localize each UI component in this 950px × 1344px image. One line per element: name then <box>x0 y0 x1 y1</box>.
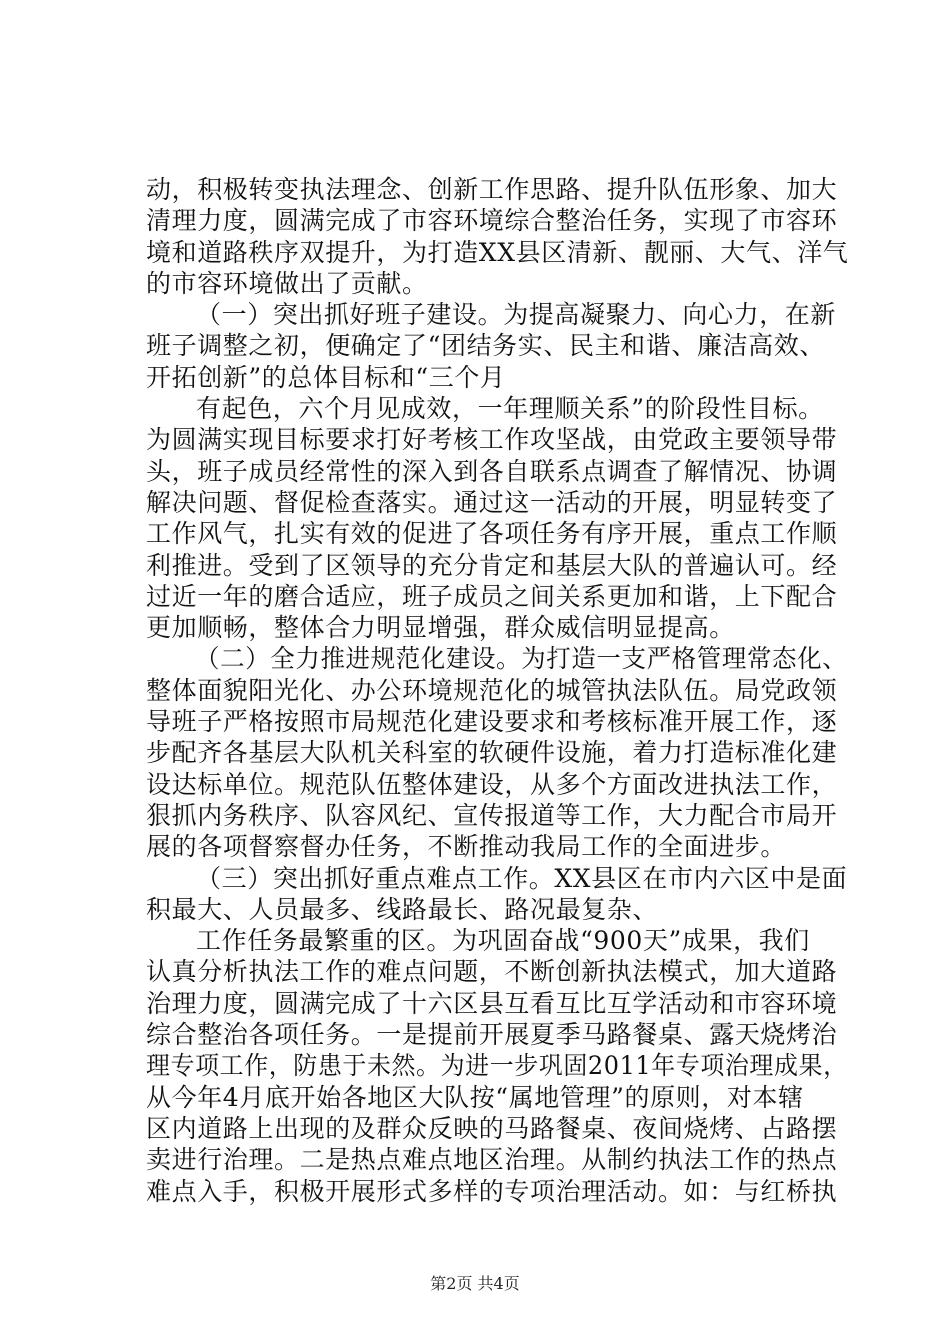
text-line: 认真分析执法工作的难点问题，不断创新执法模式，加大道路 <box>146 957 838 987</box>
text-line: 更加顺畅，整体合力明显增强，群众威信明显提高。 <box>146 613 735 643</box>
text-line: 清理力度，圆满完成了市容环境综合整治任务，实现了市容环 <box>146 206 838 236</box>
document-body <box>146 174 849 1207</box>
text-line: 整体面貌阳光化、办公环境规范化的城管执法队伍。局党政领 <box>146 675 838 705</box>
text-line: 解决问题、督促检查落实。通过这一活动的开展，明显转变了 <box>146 487 838 517</box>
text-line: 利推进。受到了区领导的充分肯定和基层大队的普遍认可。经 <box>146 550 838 580</box>
text-line: 导班子严格按照市局规范化建设要求和考核标准开展工作，逐 <box>146 707 838 737</box>
text-line: 过近一年的磨合适应，班子成员之间关系更加和谐，上下配合 <box>146 581 838 611</box>
text-line: 的市容环境做出了贡献。 <box>146 268 428 298</box>
text-line: 设达标单位。规范队伍整体建设，从多个方面改进执法工作， <box>146 769 838 799</box>
text-line: 有起色，六个月见成效，一年理顺关系”的阶段性目标。 <box>196 394 824 424</box>
text-line: 工作风气，扎实有效的促进了各项任务有序开展，重点工作顺 <box>146 519 838 549</box>
text-line: 积最大、人员最多、线路最长、路况最复杂、 <box>146 894 659 924</box>
text-line: （一）突出抓好班子建设。为提高凝聚力、向心力，在新 <box>196 300 837 330</box>
text-line: （二）全力推进规范化建设。为打造一支严格管理常态化、 <box>195 644 848 674</box>
text-line: 动，积极转变执法理念、创新工作思路、提升队伍形象、加大 <box>146 175 838 204</box>
text-line: 治理力度，圆满完成了十六区县互看互比互学活动和市容环境 <box>146 988 838 1018</box>
text-line: 综合整治各项任务。一是提前开展夏季马路餐桌、露天烧烤治 <box>146 1020 838 1050</box>
text-line: 头，班子成员经常性的深入到各自联系点调查了解情况、协调 <box>146 456 838 486</box>
page-number-footer: 第2页 共4页 <box>430 1274 520 1293</box>
text-line: 难点入手，积极开展形式多样的专项治理活动。如：与红桥执 <box>146 1176 838 1206</box>
text-line: 区内道路上出现的及群众反映的马路餐桌、夜间烧烤、占路摆 <box>146 1113 838 1143</box>
text-line: 工作任务最繁重的区。为巩固奋战“900天”成果，我们 <box>196 926 810 956</box>
text-line: 班子调整之初，便确定了“团结务实、民主和谐、廉洁高效、 <box>146 331 825 361</box>
text-line: 境和道路秩序双提升，为打造XX县区清新、靓丽、大气、洋气 <box>146 237 849 267</box>
text-line: 卖进行治理。二是热点难点地区治理。从制约执法工作的热点 <box>146 1145 838 1175</box>
text-line: 步配齐各基层大队机关科室的软硬件设施，着力打造标准化建 <box>146 738 838 768</box>
text-line: 狠抓内务秩序、队容风纪、宣传报道等工作，大力配合市局开 <box>146 800 838 830</box>
text-line: （三）突出抓好重点难点工作。XX县区在市内六区中是面 <box>196 863 848 893</box>
text-line: 为圆满实现目标要求打好考核工作攻坚战，由党政主要领导带 <box>146 425 838 455</box>
text-line: 开拓创新”的总体目标和“三个月 <box>146 362 506 392</box>
text-line: 展的各项督察督办任务，不断推动我局工作的全面进步。 <box>146 832 787 862</box>
text-line: 理专项工作，防患于未然。为进一步巩固2011年专项治理成果， <box>146 1051 848 1081</box>
text-line: 从今年4月底开始各地区大队按“属地管理”的原则，对本辖 <box>146 1082 804 1112</box>
